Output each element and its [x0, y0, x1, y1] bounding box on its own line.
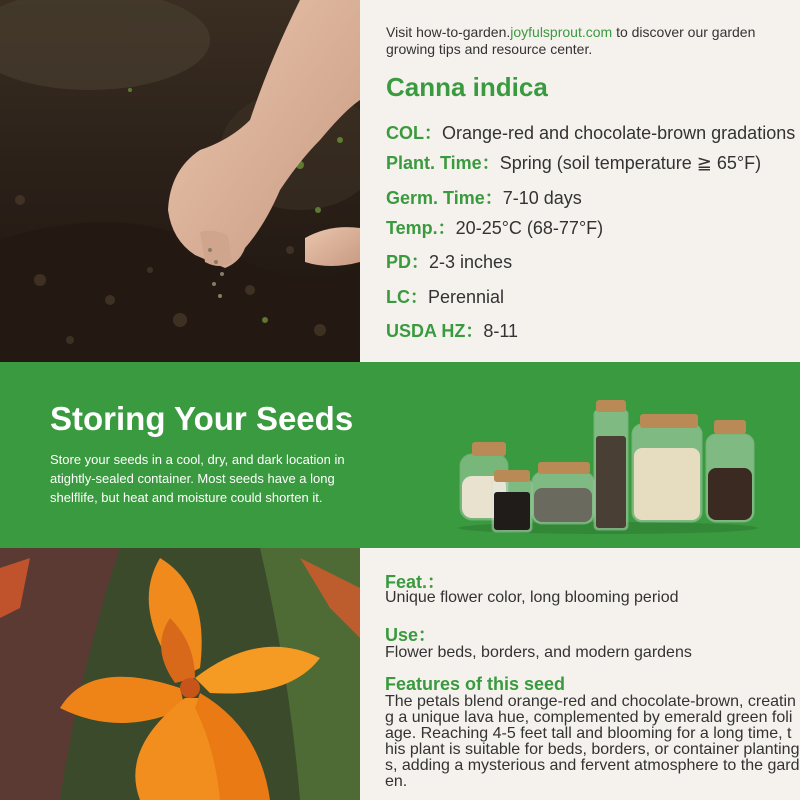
promo-text	[386, 24, 786, 58]
spec-key: Temp.：	[386, 218, 456, 238]
spec-key: USDA HZ：	[386, 321, 484, 341]
spec-key: COL：	[386, 123, 442, 143]
top-info-panel	[360, 0, 800, 362]
spec-planting-depth	[386, 248, 512, 274]
storing-description: Store your seeds in a cool, dry, and dark location in atightly-sealed container. Most seeds have a long shelflife, but heat and moisture could shorten it.	[50, 452, 345, 505]
spec-key: PD：	[386, 252, 430, 272]
seed-jars-photo	[452, 376, 764, 538]
feat-heading: Feat.：	[385, 572, 446, 592]
spec-life-cycle	[386, 283, 504, 309]
spec-value: 8-11	[483, 321, 519, 341]
seed-features-heading: Features of this seed	[385, 674, 566, 694]
use-text: Flower beds, borders, and modern gardens	[385, 644, 692, 661]
bottom-section	[0, 548, 800, 800]
orange-canna-flower-photo	[0, 548, 360, 800]
spec-value: Spring (soil temperature ≧ 65°F)	[499, 153, 762, 173]
brand-link[interactable]: joyfulsprout.com	[510, 24, 613, 40]
soil-hands-photo	[0, 0, 360, 362]
feat-text: Unique flower color, long blooming period	[385, 589, 679, 606]
promo-suffix: to discover our garden growing tips and resource center.	[386, 24, 756, 57]
spec-usda-zone	[386, 317, 518, 343]
top-section	[0, 0, 800, 362]
spec-key: Germ. Time：	[386, 188, 503, 208]
spec-value: Orange-red and chocolate-brown gradations	[442, 123, 796, 143]
seed-features-text: The petals blend orange-red and chocolate-brown, creating a unique lava hue, complemented by emerald green foliage. Reaching 4-5 feet tall and blooming for a long time, this plant is suitable for beds, borders, or container plantings, adding a mysterious and fervent atmosphere to the garden.	[385, 693, 800, 790]
plant-name-heading: Canna indica	[386, 72, 548, 102]
spec-germination-time	[386, 184, 582, 210]
promo-prefix: Visit how-to-garden.	[386, 24, 511, 40]
spec-key: Plant. Time：	[386, 153, 500, 173]
use-heading: Use：	[385, 625, 437, 645]
spec-value: 20-25°C (68-77°F)	[455, 218, 604, 238]
spec-value: Perennial	[428, 287, 505, 307]
storing-seeds-band	[0, 362, 800, 548]
spec-value: 2-3 inches	[429, 252, 513, 272]
spec-color	[386, 119, 795, 145]
spec-value: 7-10 days	[502, 188, 582, 208]
spec-temperature	[386, 214, 603, 240]
bottom-info-panel	[360, 548, 800, 800]
spec-planting-time	[386, 149, 761, 175]
spec-key: LC：	[386, 287, 428, 307]
storing-title: Storing Your Seeds	[50, 400, 354, 437]
